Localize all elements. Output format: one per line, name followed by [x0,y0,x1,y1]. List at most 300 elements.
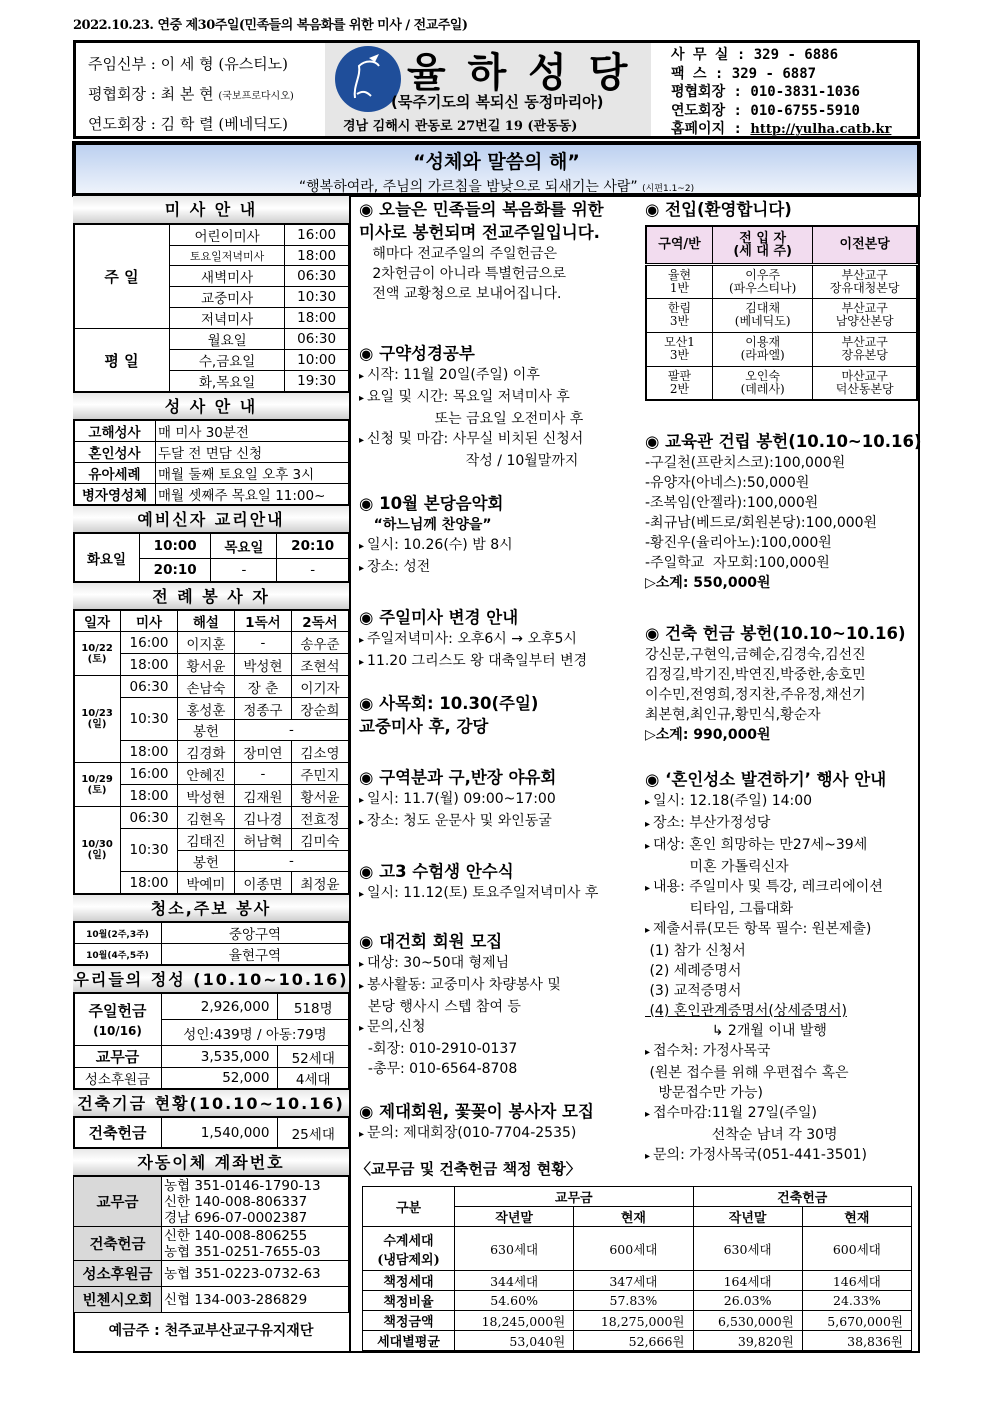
offering-table [73,993,349,1089]
parish-name: 율 하 성 당 [407,50,632,96]
bullet-item: ▸ 일시: 12.18(주일) 14:00 [645,791,918,813]
server-date [74,632,121,676]
first-reader: 이종면 [234,872,291,894]
commentator: 손남숙 [177,676,234,698]
officer-row: 연도회장 : 김 학 렬 (베네딕도) [88,115,289,133]
mass-day-group: 평 일 [74,329,170,392]
assessment-row [363,1291,912,1311]
district: 율현 1반 [646,264,713,298]
mass-name: 교중미사 [170,287,285,308]
mass-time: 06:30 [121,676,178,698]
cleaning-row [74,944,349,965]
offertory-value: - [234,720,348,741]
date: 10/29 [81,773,113,785]
section-title: ◉ 제대회원, 꽃꽂이 봉사자 모집 [359,1102,594,1121]
second-reader: 송우준 [291,632,348,654]
text-line: -주일학교 자모회:100,000원 [645,555,830,571]
catechumen-table [73,533,349,582]
mass-time: 10:00 [285,350,349,371]
text-line: 미혼 가톨릭신자 [645,859,789,875]
mass-name: 어린이미사 [170,225,285,246]
assessment-value: 38,836원 [802,1331,911,1351]
row-label: 수계세대 (냉담제외) [363,1227,455,1271]
assessment-value: 26.03% [693,1291,802,1311]
account-row [74,1177,349,1227]
date: 10/23 [81,708,113,719]
sacrament-info: 매월 둘째 토요일 오후 3시 [156,463,349,484]
section-title: ◉ 전입(환영합니다) [645,200,792,219]
bullet-item: ▸ 일시: 10.26(수) 밤 8시 [359,535,633,557]
mass-time: 10:30 [121,829,178,872]
second-reader: 전효정 [291,807,348,829]
servers-column-header: 2독서 [291,611,348,632]
date: 10/30 [81,839,113,850]
sacrament-info: 매월 셋째주 목요일 11:00~ [156,484,349,505]
officers-list [76,43,325,136]
officer-name: 최 본 현 [160,85,214,103]
weekday: (토) [87,653,107,665]
assessment-value: 630세대 [455,1227,574,1271]
officer-baptismal-name: (유스티노) [218,55,289,73]
account-numbers [162,1227,349,1261]
servers-column-header: 해설 [177,611,234,632]
notice-section [359,606,633,673]
offertory-label: 봉헌 [177,851,234,872]
middle-column [351,196,635,1156]
officer-name: 이 세 형 [160,55,214,73]
mass-name: 토요일저녁미사 [170,246,285,266]
bullet-item: ▸ 일시: 11.7(월) 09:00~17:00 [359,789,633,811]
cleaning-period: 10월(4주,5주) [74,944,162,965]
first-reader: 박성현 [234,654,291,676]
officer-row: 평협회장 : 최 본 현 (국보프로다시오) [88,85,294,103]
cleaning-table [73,922,349,965]
first-reader: 장 춘 [234,676,291,698]
mass-time: 16:00 [121,632,178,654]
mass-time: 18:00 [121,785,178,807]
officer-baptismal-name: (국보프로다시오) [218,91,294,102]
notice-section [359,198,633,304]
bullet-item: ▸ 대상: 30~50대 형제님 [359,953,633,975]
sacrament-name: 병자영성체 [74,484,156,505]
bullet-item: ▸ 장소: 성전 [359,557,633,579]
text-line: (2) 세례증명서 [645,963,742,979]
servers-heading: 전 례 봉 사 자 [73,582,349,610]
text-line: ↳ 2개월 이내 발행 [645,1023,827,1039]
account-number: 농협 351-0223-0732-63 [164,1265,321,1282]
building-fund-heading: 건축기금 현황(10.10~10.16) [73,1089,349,1117]
server-date [74,807,121,894]
contact-row: 연도회장 : 010-6755-5910 [671,102,860,119]
previous-parish: 부산교구 장유대청본당 [813,264,917,298]
account-numbers [162,1287,349,1313]
sacrament-name: 유아세례 [74,463,156,484]
notice-section [645,768,918,1167]
catechumen-day: 화요일 [74,534,140,582]
assessment-value: 164세대 [693,1271,802,1291]
contact-row: 홈페이지 : http://yulha.catb.kr [671,121,892,137]
move-in-row [646,264,917,298]
section-title: ◉ 10월 본당음악회 [359,494,504,513]
offertory-label: 봉헌 [177,720,234,741]
text-line: 본당 행사시 스텝 참여 등 [359,999,521,1015]
text-line: ▷소계: 990,000원 [645,727,771,743]
mass-time: 06:30 [121,807,178,829]
servers-column-header: 일자 [74,611,121,632]
section-title: ◉ 오늘은 민족들의 복음화를 위한 [359,200,604,219]
account-number: 농협 351-0146-1790-13 [164,1177,321,1194]
parish-title-block [325,43,651,136]
second-reader: 황서윤 [291,785,348,807]
sacraments-table [73,420,349,505]
contact-label: 홈페이지 [671,121,726,137]
sunday-offering-label [74,994,162,1046]
text-line: 해마다 전교주일의 주일헌금은 [359,246,558,262]
server-row [74,632,349,654]
move-in-column-header: 이전본당 [813,226,917,264]
bullet-item: ▸ 접수처: 가정사목국 [645,1041,918,1063]
section-title: ◉ 주일미사 변경 안내 [359,608,519,627]
mass-row [74,225,349,246]
text-line: 또는 금요일 오전미사 후 [359,411,584,427]
mass-schedule-table [73,224,349,392]
weekday: (일) [87,850,107,861]
section-title: ◉ 교육관 건립 봉헌(10.10~10.16) [645,432,922,451]
commentator: 김현옥 [177,807,234,829]
building-amount: 1,540,000 [162,1118,278,1148]
cleaning-district: 율현구역 [162,944,349,965]
account-number: 경남 696-07-0002387 [164,1209,308,1226]
assessment-row [363,1271,912,1291]
theme-banner [73,142,920,196]
catechumen-day2: 목요일 [211,534,277,559]
second-reader: 장순희 [291,698,348,720]
second-reader: 김소영 [291,741,348,763]
officer-role: 주임신부 [88,55,146,73]
catechumen-empty: - [211,558,277,581]
sacrament-row [74,442,349,463]
officer-role: 연도회장 [88,115,146,133]
row-label: 세대별평균 [363,1331,455,1351]
sunday-date: (10/16) [93,1024,142,1038]
mass-time: 18:00 [285,308,349,329]
notice-section [359,1100,633,1145]
district: 팔판 2반 [646,366,713,400]
second-reader: 이기자 [291,676,348,698]
commentator: 이지훈 [177,632,234,654]
officer-name: 김 학 렬 [160,115,214,133]
server-row [74,807,349,829]
account-number: 신한 140-008-806337 [164,1193,308,1210]
contact-label: 사 무 실 [671,47,729,63]
move-in-row [646,366,917,400]
second-reader: 최정윤 [291,872,348,894]
notice-section [359,692,633,738]
catechumen-time: 20:10 [277,534,349,559]
contact-value: 010-6755-5910 [750,102,860,119]
text-line: -조복임(안젤라):100,000원 [645,495,819,511]
sacrament-info: 두달 전 면담 신청 [156,442,349,463]
text-line: 미사로 봉헌되며 전교주일입니다. [359,223,600,242]
account-holder: 예금주 : 천주교부산교구유지재단 [108,1323,314,1339]
mass-name: 저녁미사 [170,308,285,329]
commentator: 홍성훈 [177,698,234,720]
contact-row: 팩 스 : 329 - 6887 [671,65,817,82]
accounts-heading: 자동이체 계좌번호 [73,1148,349,1176]
assessment-value: 24.33% [802,1291,911,1311]
bullet-item: ▸ 문의,신청 [359,1017,633,1039]
assessment-value: 146세대 [802,1271,911,1291]
right-column [637,196,922,1163]
text-line: 방문접수만 가능) [645,1085,763,1101]
text-line: 강신문,구현익,금혜순,김경숙,김선진 [645,647,866,663]
bullet-item: ▸ 봉사활동: 교중미사 차량봉사 및 [359,975,633,997]
sacrament-name: 혼인성사 [74,442,156,463]
sacrament-row [74,421,349,442]
new-member: 이용재 (라파엘) [713,332,813,366]
assessment-value: 600세대 [574,1227,693,1271]
first-reader: 김재원 [234,785,291,807]
mass-time: 06:30 [285,329,349,350]
cleaning-heading: 청소,주보 봉사 [73,894,349,922]
first-reader: 허남혁 [234,829,291,851]
text-line: -총무: 010-6564-8708 [359,1061,518,1077]
cleaning-row [74,923,349,944]
bullet-item: ▸ 주일저녁미사: 오후6시 → 오후5시 [359,629,633,651]
commentator: 박예미 [177,872,234,894]
mass-time: 16:00 [285,225,349,246]
servers-header-row [74,611,349,632]
row-label: 책정비율 [363,1291,455,1311]
servers-column-header: 1독서 [234,611,291,632]
group-header: 교무금 [455,1187,694,1207]
parish-header [73,40,920,139]
first-reader: 장미연 [234,741,291,763]
text-line: “하느님께 찬양을” [359,517,492,533]
new-member: 김대채 (베네딕도) [713,298,813,332]
contact-list [651,43,917,136]
parish-address: 경남 김해시 관동로 27번길 19 (관동동) [343,119,578,134]
account-row [74,1227,349,1261]
assessment-title: 〈교무금 및 건축헌금 책정 현황〉 [356,1160,581,1178]
mass-time: 18:00 [121,872,178,894]
account-category: 빈첸시오회 [74,1287,162,1313]
second-reader: 조현석 [291,654,348,676]
assessment-value: 600세대 [802,1227,911,1271]
previous-parish: 부산교구 장유본당 [813,332,917,366]
catechumen-heading: 예비신자 교리안내 [73,505,349,533]
second-reader: 주민지 [291,763,348,785]
server-row [74,763,349,785]
contact-label: 연도회장 [671,102,726,119]
move-in-row [646,332,917,366]
row-label: 책정금액 [363,1311,455,1331]
sunday-label: 주일헌금 [88,1002,147,1020]
bullet-item: ▸ 내용: 주일미사 및 특강, 레크리에이션 [645,877,918,899]
assessment-value: 18,275,000원 [574,1311,693,1331]
text-line: 작성 / 10월말까지 [359,453,579,469]
period-header: 현재 [802,1207,911,1227]
notice-section [359,930,633,1079]
officer-role: 평협회장 [88,85,146,103]
assessment-row [363,1311,912,1331]
second-reader: 김미숙 [291,829,348,851]
text-line: -구길천(프란치스코):100,000원 [645,455,846,471]
contact-row: 평협회장 : 010-3831-1036 [671,84,860,100]
mass-time: 16:00 [121,763,178,785]
bullet-item: ▸ 시작: 11월 20일(주일) 이후 [359,365,633,387]
first-reader: 김나경 [234,807,291,829]
weekday: (토) [87,784,107,796]
account-numbers [162,1261,349,1287]
column-label: 구분 [363,1187,455,1227]
server-date [74,763,121,807]
assessment-row [363,1331,912,1351]
first-reader: - [234,632,291,654]
quote-reference: (시편1.1~2) [642,184,695,194]
bullet-item: ▸ 문의: 제대회장(010-7704-2535) [359,1123,633,1145]
text-line: ▷소계: 550,000원 [645,575,771,591]
new-member: 오인숙 (데레사) [713,366,813,400]
account-number: 신협 134-003-286829 [164,1291,308,1308]
text-line: -유양자(아네스):50,000원 [645,475,810,491]
accounts-table [73,1176,349,1313]
bullet-item: ▸ 장소: 부산가정성당 [645,813,918,835]
account-row [74,1261,349,1287]
servers-column-header: 미사 [121,611,178,632]
section-title: ◉ 대건회 회원 모집 [359,932,503,951]
move-in-column-header: 구역/반 [646,226,713,264]
building-fund-table [73,1117,349,1148]
notice-section [359,492,633,579]
section-title: ◉ 사목회: 10.30(주일) [359,694,539,713]
bullet-item: ▸ 요일 및 시간: 목요일 저녁미사 후 [359,387,633,409]
quote-text: “행복하여라, 주님의 가르침을 밤낮으로 되새기는 사람” [298,179,638,195]
move-in-table [645,225,918,401]
row-label: 책정세대 [363,1271,455,1291]
previous-parish: 부산교구 남양산본당 [813,298,917,332]
commentator: 박성현 [177,785,234,807]
assessment-value: 630세대 [693,1227,802,1271]
assessment-value: 57.83% [574,1291,693,1311]
contact-label: 평협회장 [671,84,726,100]
group-header: 건축헌금 [693,1187,912,1207]
account-category: 교무금 [74,1177,162,1227]
officer-baptismal-name: (베네딕도) [218,115,289,133]
homepage-link[interactable]: http://yulha.catb.kr [750,122,892,137]
text-line: 김정길,박기진,박연진,박중한,송호민 [645,667,866,683]
section-title: ◉ ‘혼인성소 발견하기’ 행사 안내 [645,770,887,789]
account-category: 성소후원금 [74,1261,162,1287]
assessment-value: 344세대 [455,1271,574,1291]
period-header: 작년말 [455,1207,574,1227]
sacrament-info: 매 미사 30분전 [156,421,349,442]
notice-section [359,766,633,833]
offering-amount: 52,000 [162,1068,278,1089]
bullet-item: ▸ 장소: 청도 운문사 및 와인동굴 [359,811,633,833]
assessment-header-row [363,1187,912,1207]
bullet-item: ▸ 신청 및 마감: 사무실 비치된 신청서 [359,429,633,451]
officer-row: 주임신부 : 이 세 형 (유스티노) [88,55,289,73]
move-in-row [646,298,917,332]
offering-count: 52세대 [278,1046,349,1068]
date: 10/22 [81,642,113,654]
bullet-item: ▸ 접수마감:11월 27일(주일) [645,1103,918,1125]
sacrament-row [74,463,349,484]
text-line: 교중미사 후, 강당 [359,717,489,736]
assessment-value: 39,820원 [693,1331,802,1351]
left-column [73,196,351,1353]
mass-time: 10:30 [285,287,349,308]
commentator: 황서윤 [177,654,234,676]
parish-patron: (묵주기도의 복되신 동정마리아) [391,93,604,111]
bulletin-date-line: 2022.10.23. 연중 제30주일(민족들의 복음화를 위한 미사 / 전교주일) [73,18,468,33]
section-title: ◉ 구약성경공부 [359,344,475,363]
first-reader: 정종구 [234,698,291,720]
move-in-column-header: 전 입 자 (세 대 주) [713,226,813,264]
mass-day-group: 주 일 [74,225,170,329]
assessment-value: 53,040원 [455,1331,574,1351]
text-line: -회장: 010-2910-0137 [359,1041,518,1057]
assessment-row [363,1227,912,1271]
offering-label: 교무금 [74,1046,162,1068]
contact-value: 010-3831-1036 [750,84,860,100]
offering-count: 4세대 [278,1068,349,1089]
assessment-value: 6,530,000원 [693,1311,802,1331]
server-row [74,676,349,698]
text-line: -황진우(율리아노):100,000원 [645,535,832,551]
theme-quote [76,176,917,196]
assessment-value: 54.60% [455,1291,574,1311]
notice-section [359,860,633,905]
move-in-header-row [646,226,917,264]
sunday-amount: 2,926,000 [162,994,278,1020]
bullet-item: ▸ 대상: 혼인 희망하는 만27세~39세 [645,835,918,857]
mass-name: 수,금요일 [170,350,285,371]
assessment-value: 52,666원 [574,1331,693,1351]
district: 모산1 3반 [646,332,713,366]
text-line: 2차헌금이 아니라 특별헌금으로 [359,266,566,282]
assessment-table [362,1186,912,1351]
bullet-item: ▸ 제출서류(모든 항목 필수: 원본제출) [645,919,918,941]
assessment-value: 347세대 [574,1271,693,1291]
text-line: (원본 접수를 위해 우편접수 혹은 [645,1065,849,1081]
account-category: 건축헌금 [74,1227,162,1261]
section-title: ◉ 고3 수험생 안수식 [359,862,514,881]
mass-time: 18:00 [285,246,349,266]
section-title: ◉ 건축 헌금 봉헌(10.10~10.16) [645,624,906,643]
period-header: 작년말 [693,1207,802,1227]
offering-heading: 우리들의 정성 (10.10~10.16) [73,965,349,993]
previous-parish: 마산교구 덕산동본당 [813,366,917,400]
section-title: ◉ 구역분과 구,반장 야유회 [359,768,557,787]
notice-section [645,622,918,745]
catechumen-empty: - [277,558,349,581]
text-line: 티타임, 그룹대화 [645,901,794,917]
theme-title: “성체와 말씀의 해” [413,151,580,173]
district: 한림 3반 [646,298,713,332]
catechumen-time: 10:00 [139,534,211,559]
period-header: 현재 [574,1207,693,1227]
mass-time: 18:00 [121,654,178,676]
text-line: 전액 교황청으로 보내어집니다. [359,286,562,302]
contact-value: 329 - 6886 [753,47,839,63]
account-numbers [162,1177,349,1227]
text-line: 최본현,최인규,황민식,황순자 [645,707,821,723]
commentator: 김경화 [177,741,234,763]
mass-name: 새벽미사 [170,266,285,287]
contact-row: 사 무 실 : 329 - 6886 [671,47,839,63]
